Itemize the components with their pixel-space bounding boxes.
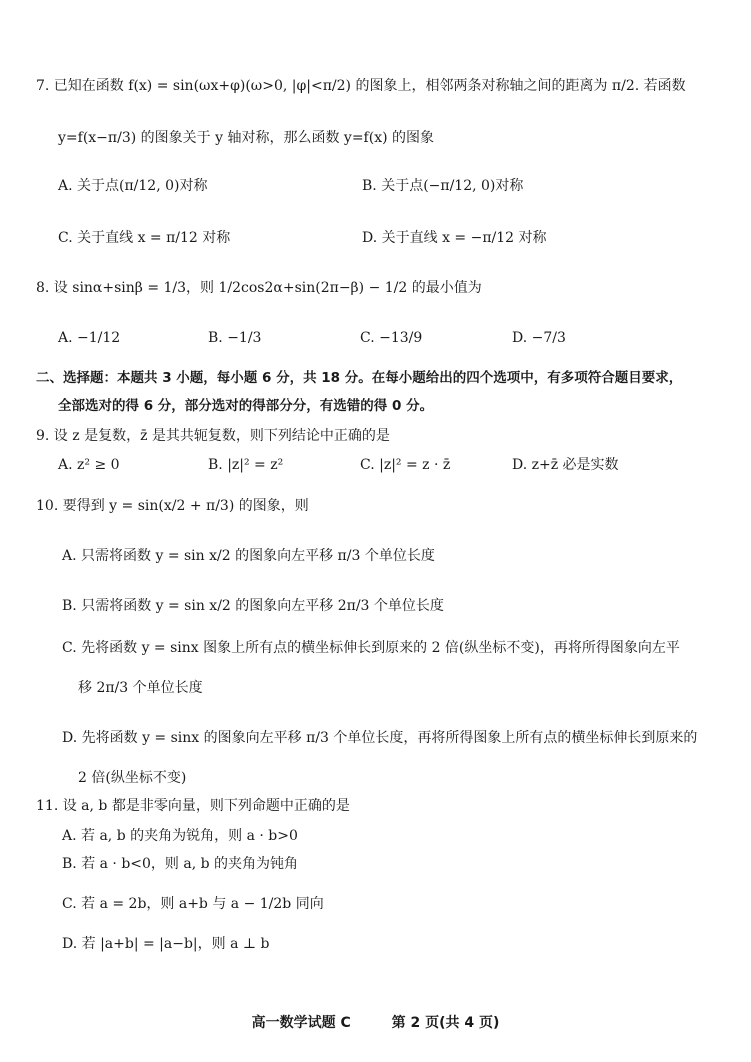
- q7-option-c: C. 关于直线 x = π/12 对称: [58, 230, 231, 246]
- q7-option-d: D. 关于直线 x = −π/12 对称: [362, 230, 547, 246]
- q10-option-c-line2: 移 2π/3 个单位长度: [78, 680, 203, 696]
- q9-option-c: C. |z|² = z · z̄: [360, 457, 451, 473]
- q8-option-a: A. −1/12: [58, 330, 121, 346]
- footer-exam-title: 高一数学试题 C: [251, 1015, 351, 1031]
- q8-option-d: D. −7/3: [512, 330, 566, 346]
- q9-option-a: A. z² ≥ 0: [58, 457, 120, 473]
- q9-option-b: B. |z|² = z²: [208, 457, 284, 473]
- q7-option-a: A. 关于点(π/12, 0)对称: [58, 178, 208, 194]
- q11-stem: 11. 设 a, b 都是非零向量，则下列命题中正确的是: [36, 798, 350, 814]
- q11-option-d: D. 若 |a+b| = |a−b|，则 a ⊥ b: [62, 936, 270, 952]
- q8-option-b: B. −1/3: [208, 330, 262, 346]
- q7-stem: 7. 已知在函数 f(x) = sin(ωx+φ)(ω>0, |φ|<π/2) 的图象上，相邻两条对称轴之间的距离为 π/2. 若函数: [36, 78, 686, 94]
- q7-stem-cont: y=f(x−π/3) 的图象关于 y 轴对称，那么函数 y=f(x) 的图象: [58, 130, 434, 146]
- q8-stem: 8. 设 sinα+sinβ = 1/3，则 1/2cos2α+sin(2π−β) − 1/2 的最小值为: [36, 280, 482, 296]
- page-footer: [0, 1012, 751, 1032]
- q9-option-d: D. z+z̄ 必是实数: [512, 457, 619, 473]
- q9-stem: 9. 设 z 是复数，z̄ 是其共轭复数，则下列结论中正确的是: [36, 428, 390, 444]
- q10-option-b: B. 只需将函数 y = sin x/2 的图象向左平移 2π/3 个单位长度: [62, 598, 444, 614]
- q8-option-c: C. −13/9: [360, 330, 423, 346]
- q10-option-d-line2: 2 倍(纵坐标不变): [78, 770, 187, 786]
- q11-option-c: C. 若 a = 2b，则 a+b 与 a − 1/2b 同向: [62, 896, 324, 912]
- q10-option-d-line1: D. 先将函数 y = sinx 的图象向左平移 π/3 个单位长度，再将所得图象上所有点的横坐标伸长到原来的: [62, 730, 698, 746]
- q11-option-b: B. 若 a · b<0，则 a, b 的夹角为钝角: [62, 856, 299, 872]
- q7-option-b: B. 关于点(−π/12, 0)对称: [362, 178, 524, 194]
- q11-option-a: A. 若 a, b 的夹角为锐角，则 a · b>0: [62, 828, 298, 844]
- section2-heading-line1: 二、选择题：本题共 3 小题，每小题 6 分，共 18 分。在每小题给出的四个选项中，有多项符合题目要求，: [36, 370, 683, 386]
- q10-option-a: A. 只需将函数 y = sin x/2 的图象向左平移 π/3 个单位长度: [62, 548, 435, 564]
- footer-page-number: 第 2 页(共 4 页): [391, 1015, 500, 1031]
- q10-option-c-line1: C. 先将函数 y = sinx 图象上所有点的横坐标伸长到原来的 2 倍(纵坐标不变)，再将所得图象向左平: [62, 640, 680, 656]
- section2-heading-line2: 全部选对的得 6 分，部分选对的得部分分，有选错的得 0 分。: [58, 398, 434, 414]
- q10-stem: 10. 要得到 y = sin(x/2 + π/3) 的图象，则: [36, 498, 309, 514]
